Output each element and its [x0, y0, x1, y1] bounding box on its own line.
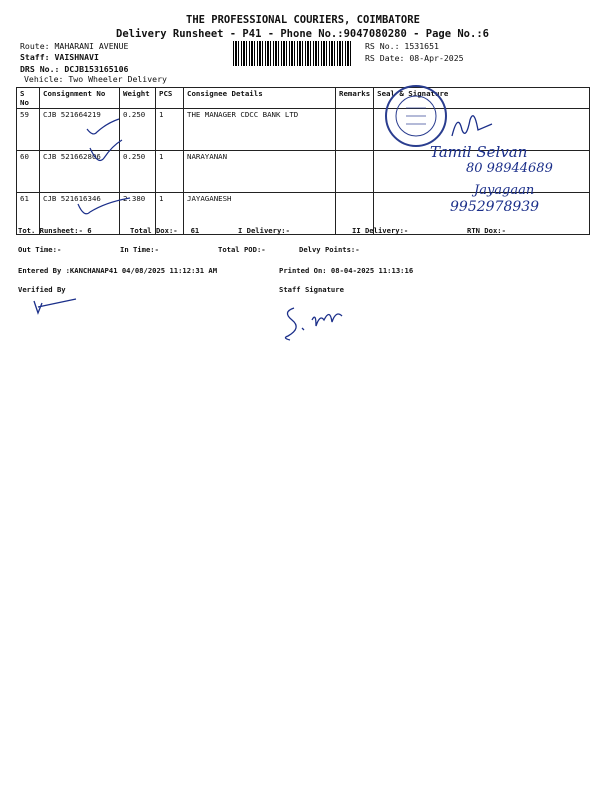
verified-by-label: Verified By — [18, 285, 66, 294]
cell-consignee: THE MANAGER CDCC BANK LTD — [184, 109, 336, 151]
delvy-points: Delvy Points:- — [299, 245, 360, 254]
col-consignment: Consignment No — [40, 88, 120, 109]
handwritten-name-row61: Jayagaan — [474, 183, 535, 198]
cell-sno: 61 — [17, 193, 40, 235]
route-field: Route: MAHARANI AVENUE — [20, 41, 129, 51]
cell-consignment: CJB 521664219 — [40, 109, 120, 151]
col-seal-signature: Seal & Signature — [374, 88, 590, 109]
cell-weight: 2.380 — [120, 193, 156, 235]
total-pod: Total POD:- — [218, 245, 266, 254]
cell-consignee: JAYAGANESH — [184, 193, 336, 235]
staff-signature-label: Staff Signature — [279, 285, 344, 294]
col-remarks: Remarks — [336, 88, 374, 109]
i-delivery: I Delivery:- — [238, 226, 290, 235]
col-weight: Weight — [120, 88, 156, 109]
cell-consignment: CJB 521616346 — [40, 193, 120, 235]
rs-number: RS No.: 1531651 — [365, 41, 439, 51]
cell-remarks — [336, 151, 374, 193]
company-title: THE PROFESSIONAL COURIERS, COIMBATORE — [186, 14, 420, 26]
staff-signature — [280, 300, 350, 345]
col-pcs: PCS — [156, 88, 184, 109]
printed-on: Printed On: 08-04-2025 11:13:16 — [279, 266, 414, 275]
tot-runsheet: Tot. Runsheet:- 6 — [18, 226, 92, 235]
cell-remarks — [336, 109, 374, 151]
cell-weight: 0.250 — [120, 151, 156, 193]
drs-field: DRS No.: DCJB153165106 — [20, 64, 129, 74]
runsheet-title: Delivery Runsheet - P41 - Phone No.:9047080280 - Page No.:6 — [116, 28, 489, 40]
cell-sno: 60 — [17, 151, 40, 193]
out-time: Out Time:- — [18, 245, 62, 254]
rs-date: RS Date: 08-Apr-2025 — [365, 53, 464, 63]
col-sno: S No — [17, 88, 40, 109]
col-consignee: Consignee Details — [184, 88, 336, 109]
in-time: In Time:- — [120, 245, 159, 254]
table-header-row — [17, 88, 590, 109]
verifier-signature — [30, 297, 80, 317]
cell-weight: 0.250 — [120, 109, 156, 151]
handwritten-phone-row61: 9952978939 — [450, 199, 540, 215]
handwritten-phone-row60: 80 98944689 — [466, 161, 553, 176]
cell-sno: 59 — [17, 109, 40, 151]
cell-consignee: NARAYANAN — [184, 151, 336, 193]
barcode — [233, 41, 351, 66]
vehicle-field: Vehicle: Two Wheeler Delivery — [24, 74, 167, 84]
tick-mark-row61 — [76, 196, 136, 221]
staff-field: Staff: VAISHNAVI — [20, 52, 99, 62]
entered-by: Entered By :KANCHANAP41 04/08/2025 11:12:31 AM — [18, 266, 218, 275]
rtn-dox: RTN Dox:- — [467, 226, 506, 235]
bank-stamp — [382, 82, 450, 150]
tick-mark-row60 — [88, 138, 128, 168]
manager-signature — [448, 110, 498, 140]
cell-consignment: CJB 521662806 — [40, 151, 120, 193]
ii-delivery: II Delivery:- — [352, 226, 409, 235]
cell-pcs: 1 — [156, 109, 184, 151]
handwritten-name-row60: Tamil Selvan — [430, 143, 528, 161]
tick-mark-row59 — [85, 115, 125, 140]
cell-pcs: 1 — [156, 193, 184, 235]
cell-pcs: 1 — [156, 151, 184, 193]
total-dox: Total Dox:- 61 — [130, 226, 200, 235]
